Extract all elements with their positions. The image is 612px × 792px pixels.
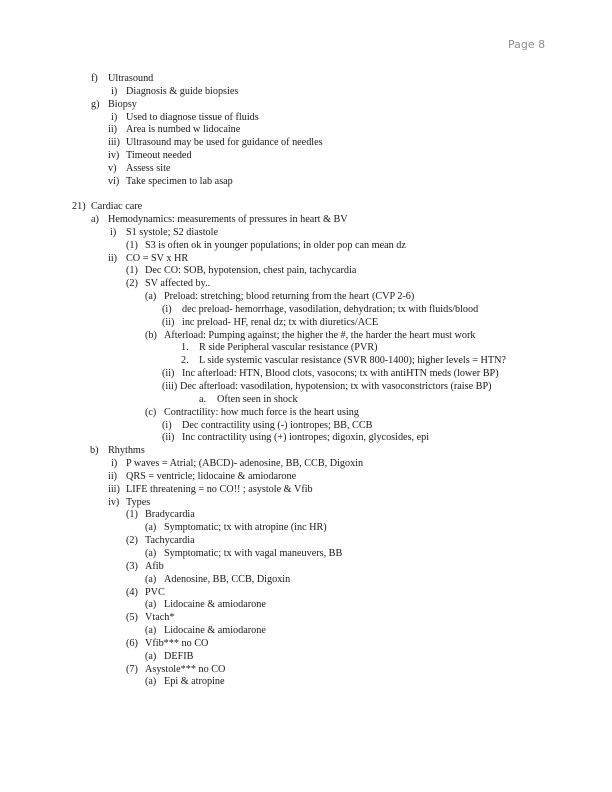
line-text: Cardiac care xyxy=(91,201,143,213)
line-text: PVC xyxy=(145,586,165,598)
outline-line xyxy=(0,664,612,677)
line-text: P waves = Atrial; (ABCD)- adenosine, BB, CCB, Digoxin xyxy=(126,458,364,470)
list-marker: ii) xyxy=(108,252,118,264)
list-marker: (a) xyxy=(145,650,157,662)
line-text: Contractility: how much force is the heart using xyxy=(164,406,359,418)
outline-line xyxy=(0,599,612,612)
line-text: LIFE threatening = no CO!! ; asystole & Vfib xyxy=(126,483,313,495)
outline-line xyxy=(0,137,612,150)
line-text: Symptomatic; tx with vagal maneuvers, BB xyxy=(164,547,343,559)
outline-line xyxy=(0,342,612,355)
outline-line xyxy=(0,317,612,330)
outline-line xyxy=(0,432,612,445)
list-marker: (iii) xyxy=(162,381,178,392)
outline-line xyxy=(0,561,612,574)
line-text: Diagnosis & guide biopsies xyxy=(126,85,239,97)
line-text: Hemodynamics: measurements of pressures in heart & BV xyxy=(108,214,348,226)
line-text: Adenosine, BB, CCB, Digoxin xyxy=(164,573,291,585)
outline-line xyxy=(0,368,612,381)
list-marker: b) xyxy=(90,445,99,457)
line-text: Take specimen to lab asap xyxy=(126,175,233,187)
line-text: Vfib*** no CO xyxy=(145,637,209,649)
outline-line xyxy=(0,445,612,458)
outline-line xyxy=(0,497,612,510)
outline-line xyxy=(0,587,612,600)
list-marker: (ii) xyxy=(162,368,175,380)
outline-line xyxy=(0,676,612,689)
list-marker: (a) xyxy=(145,291,157,303)
line-text: Ultrasound xyxy=(108,73,154,84)
line-text: Preload: stretching; blood returning from the heart (CVP 2-6) xyxy=(164,291,415,303)
list-marker: vi) xyxy=(108,175,120,187)
outline-line xyxy=(0,304,612,317)
outline-line xyxy=(0,150,612,163)
list-marker: (a) xyxy=(145,676,157,688)
outline-line xyxy=(0,355,612,368)
list-marker: 21) xyxy=(72,201,86,213)
line-text: Often seen in shock xyxy=(217,393,298,405)
line-text: Epi & atropine xyxy=(164,676,225,688)
list-marker: (4) xyxy=(126,586,138,598)
outline-line xyxy=(0,227,612,240)
outline-line xyxy=(0,330,612,343)
line-text: Lidocaine & amiodarone xyxy=(164,625,266,637)
outline-line xyxy=(0,112,612,125)
line-text: Area is numbed w lidocaine xyxy=(126,124,241,136)
line-text: Timeout needed xyxy=(126,150,192,162)
list-marker: g) xyxy=(91,98,100,110)
list-marker: (1) xyxy=(126,239,138,251)
list-marker: (3) xyxy=(126,560,138,572)
list-marker: ii) xyxy=(108,470,118,482)
line-text: CO = SV x HR xyxy=(126,252,189,264)
list-marker: i) xyxy=(110,226,117,238)
list-marker: ii) xyxy=(108,124,118,136)
list-marker: iii) xyxy=(108,137,120,149)
notes-outline xyxy=(0,73,612,689)
section-spacer xyxy=(0,189,612,202)
outline-line xyxy=(0,253,612,266)
list-marker: iv) xyxy=(108,150,120,162)
line-text: R side Peripheral vascular resistance (PVR) xyxy=(199,342,378,354)
outline-line xyxy=(0,381,612,394)
list-marker: (a) xyxy=(145,599,157,611)
outline-line xyxy=(0,522,612,535)
line-text: dec preload- hemorrhage, vasodilation, dehydration; tx with fluids/blood xyxy=(182,303,479,315)
outline-line xyxy=(0,625,612,638)
line-text: Afib xyxy=(145,560,164,572)
outline-line xyxy=(0,651,612,664)
list-marker: (2) xyxy=(126,535,138,547)
outline-line xyxy=(0,240,612,253)
outline-line xyxy=(0,638,612,651)
line-text: Bradycardia xyxy=(145,509,195,521)
line-text: Inc afterload: HTN, Blood clots, vasocons; tx with antiHTN meds (lower BP) xyxy=(182,368,499,380)
line-text: Asystole*** no CO xyxy=(145,663,226,675)
line-text: Assess site xyxy=(126,162,171,174)
list-marker: (a) xyxy=(145,625,157,637)
list-marker: (ii) xyxy=(162,432,175,444)
list-marker: (5) xyxy=(126,612,138,624)
line-text: Biopsy xyxy=(108,98,137,110)
list-marker: i) xyxy=(111,111,118,123)
line-text: L side systemic vascular resistance (SVR 800-1400); higher levels = HTN? xyxy=(199,355,506,367)
list-marker: a) xyxy=(91,214,99,226)
line-text: Rhythms xyxy=(108,445,145,457)
list-marker: (i) xyxy=(162,419,172,431)
line-text: DEFIB xyxy=(164,650,194,662)
line-text: QRS = ventricle; lidocaine & amiodarone xyxy=(126,470,297,482)
list-marker: (2) xyxy=(126,278,138,290)
outline-line xyxy=(0,99,612,112)
list-marker: (b) xyxy=(145,329,157,341)
outline-line xyxy=(0,394,612,407)
list-marker: (i) xyxy=(162,303,172,315)
list-marker: (1) xyxy=(126,265,138,277)
line-text: Dec CO: SOB, hypotension, chest pain, tachycardia xyxy=(145,265,357,277)
line-text: Dec afterload: vasodilation, hypotension; tx with vasoconstrictors (raise BP) xyxy=(180,381,492,392)
outline-line xyxy=(0,176,612,189)
line-text: Types xyxy=(126,496,151,508)
outline-line xyxy=(0,86,612,99)
list-marker: 1. xyxy=(181,342,189,354)
list-marker: iii) xyxy=(108,483,120,495)
outline-line xyxy=(0,214,612,227)
line-text: inc preload- HF, renal dz; tx with diuretics/ACE xyxy=(182,316,379,328)
list-marker: (a) xyxy=(145,522,157,534)
line-text: Used to diagnose tissue of fluids xyxy=(126,111,259,123)
outline-line xyxy=(0,407,612,420)
outline-line xyxy=(0,265,612,278)
outline-line xyxy=(0,278,612,291)
list-marker: f) xyxy=(91,73,98,84)
list-marker: (a) xyxy=(145,573,157,585)
list-marker: i) xyxy=(111,458,118,470)
line-text: SV affected by.. xyxy=(145,278,211,290)
list-marker: (ii) xyxy=(162,316,175,328)
list-marker: iv) xyxy=(108,496,120,508)
page-number: Page 8 xyxy=(508,38,546,51)
outline-line xyxy=(0,291,612,304)
outline-line xyxy=(0,548,612,561)
outline-line xyxy=(0,420,612,433)
outline-line xyxy=(0,484,612,497)
list-marker: (c) xyxy=(145,406,157,418)
outline-line xyxy=(0,124,612,137)
outline-line xyxy=(0,535,612,548)
line-text: S1 systole; S2 diastole xyxy=(126,226,218,238)
line-text: Vtach* xyxy=(145,612,175,624)
outline-line xyxy=(0,458,612,471)
outline-line xyxy=(0,201,612,214)
line-text: Dec contractility using (-) iontropes; BB, CCB xyxy=(182,419,373,431)
list-marker: (1) xyxy=(126,509,138,521)
outline-line xyxy=(0,509,612,522)
list-marker: 2. xyxy=(181,355,189,367)
list-marker: (7) xyxy=(126,663,138,675)
line-text: Ultrasound may be used for guidance of needles xyxy=(126,137,323,149)
outline-line xyxy=(0,612,612,625)
line-text: Tachycardia xyxy=(145,535,195,547)
line-text: Afterload: Pumping against; the higher the #, the harder the heart must work xyxy=(164,329,476,341)
line-text: Inc contractility using (+) iontropes; digoxin, glycosides, epi xyxy=(182,432,430,444)
outline-line xyxy=(0,574,612,587)
list-marker: a. xyxy=(199,393,207,405)
outline-line xyxy=(0,163,612,176)
outline-line xyxy=(0,73,612,86)
list-marker: v) xyxy=(108,162,117,174)
line-text: S3 is often ok in younger populations; in older pop can mean dz xyxy=(145,239,406,251)
list-marker: (a) xyxy=(145,547,157,559)
outline-line xyxy=(0,471,612,484)
line-text: Symptomatic; tx with atropine (inc HR) xyxy=(164,522,327,534)
list-marker: (6) xyxy=(126,637,138,649)
list-marker: i) xyxy=(111,85,118,97)
line-text: Lidocaine & amiodarone xyxy=(164,599,266,611)
